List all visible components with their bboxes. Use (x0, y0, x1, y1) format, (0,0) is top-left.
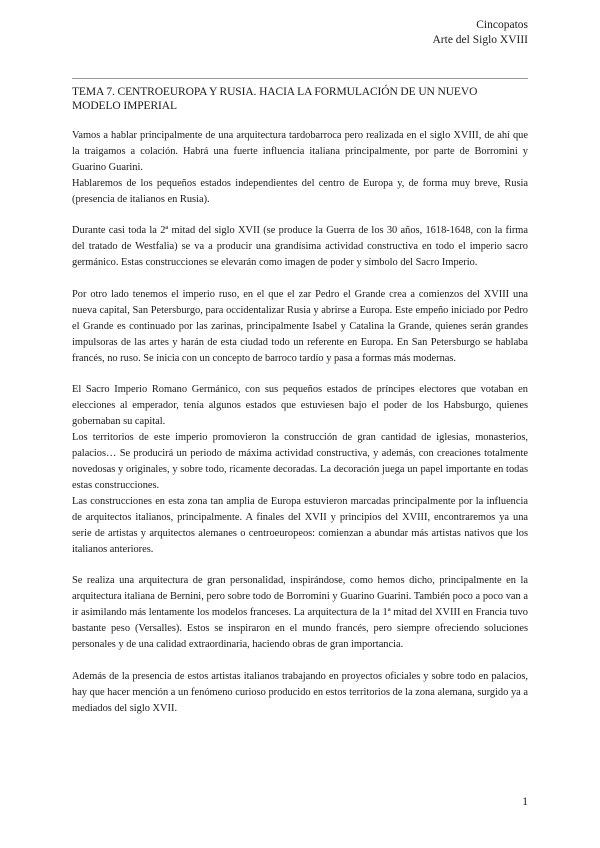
paragraph: Durante casi toda la 2ª mitad del siglo XVII (se produce la Guerra de los 30 años, 1618-1648, con la firma del tratado de Westfalia) se va a producir una grandísima actividad constructiva en todo el imperio sacro germánico. Estas construcciones se elevarán como imagen de poder y símbolo del Sacro Imperio. (72, 225, 528, 269)
paragraph-spacer (72, 271, 528, 287)
header-subject: Arte del Siglo XVIII (432, 34, 528, 46)
paragraph-spacer (72, 653, 528, 669)
paragraph: Además de la presencia de estos artistas italianos trabajando en proyectos oficiales y sobre todo en palacios, hay que hacer mención a un fenómeno curioso producido en estos territorios de la zona alemana, surgido ya a mediados del siglo XVII. (72, 670, 528, 714)
paragraph: El Sacro Imperio Romano Germánico, con sus pequeños estados de príncipes electores que votaban en elecciones al emperador, tenía algunos estados que estuviesen bajo el poder de los Habsburgo, quienes gobernaban su capital. (72, 384, 528, 428)
paragraph-spacer (72, 367, 528, 383)
page-header (433, 18, 529, 48)
paragraph: Vamos a hablar principalmente de una arquitectura tardobarroca pero realizada en el siglo XVIII, de ahí que la traigamos a colación. Habrá una fuerte influencia italiana principalmente, por parte de Borromini y Guarino Guarini. (72, 130, 528, 173)
paragraph: Se realiza una arquitectura de gran personalidad, inspirándose, como hemos dicho, principalmente en la arquitectura italiana de Bernini, pero sobre todo de Borromini y Guarino Guarini. También poco a poco van a ir asimilando más lentamente los modelos franceses. La arquitectura de la 1ª mitad del XVIII en Francia tuvo bastante peso (Versalles). Estos se inspiraron en el mundo francés, pero siempre ofreciendo soluciones personales y de una calidad extraordinaria, haciendo obras de gran importancia. (72, 575, 528, 650)
paragraph-spacer (72, 208, 528, 224)
paragraph: Hablaremos de los pequeños estados independientes del centro de Europa y, de forma muy breve, Rusia (presencia de italianos en Rusia). (72, 177, 528, 205)
document-body (72, 128, 528, 716)
paragraph: Por otro lado tenemos el imperio ruso, en el que el zar Pedro el Grande crea a comienzos del XVIII una nueva capital, San Petersburgo, para occidentalizar Rusia y abrirse a Europa. Este empeño iniciado por Pedro el Grande es continuado por las zarinas, principalmente Isabel y Catalina la Grande, quienes serán grandes impulsoras de las artes y harán de esta ciudad todo un referente en Europa. En San Petersburgo se hablaba francés, no ruso. Se inicia con un concepto de barroco tardío y pasa a formas más modernas. (72, 289, 528, 364)
header-author: Cincopatos (476, 19, 528, 31)
paragraph-spacer (72, 557, 528, 573)
page-number: 1 (522, 796, 528, 808)
document-title: TEMA 7. CENTROEUROPA Y RUSIA. HACIA LA FORMULACIÓN DE UN NUEVO MODELO IMPERIAL (72, 86, 478, 112)
header-divider (72, 78, 528, 79)
paragraph: Las construcciones en esta zona tan amplia de Europa estuvieron marcadas principalmente por la influencia de arquitectos italianos, principalmente. A finales del XVII y principios del XVIII, encontraremos ya una serie de artistas y arquitectos alemanes o centroeuropeos: comienzan a abundar más artistas nativos que los italianos anteriores. (72, 495, 528, 555)
paragraph: Los territorios de este imperio promovieron la construcción de gran cantidad de iglesias, monasterios, palacios… Se producirá un periodo de máxima actividad constructiva, y además, con creaciones totalmente novedosas y originales, y sobre todo, ricamente decoradas. La decoración juega un papel importante en todas estas construcciones. (72, 432, 528, 491)
